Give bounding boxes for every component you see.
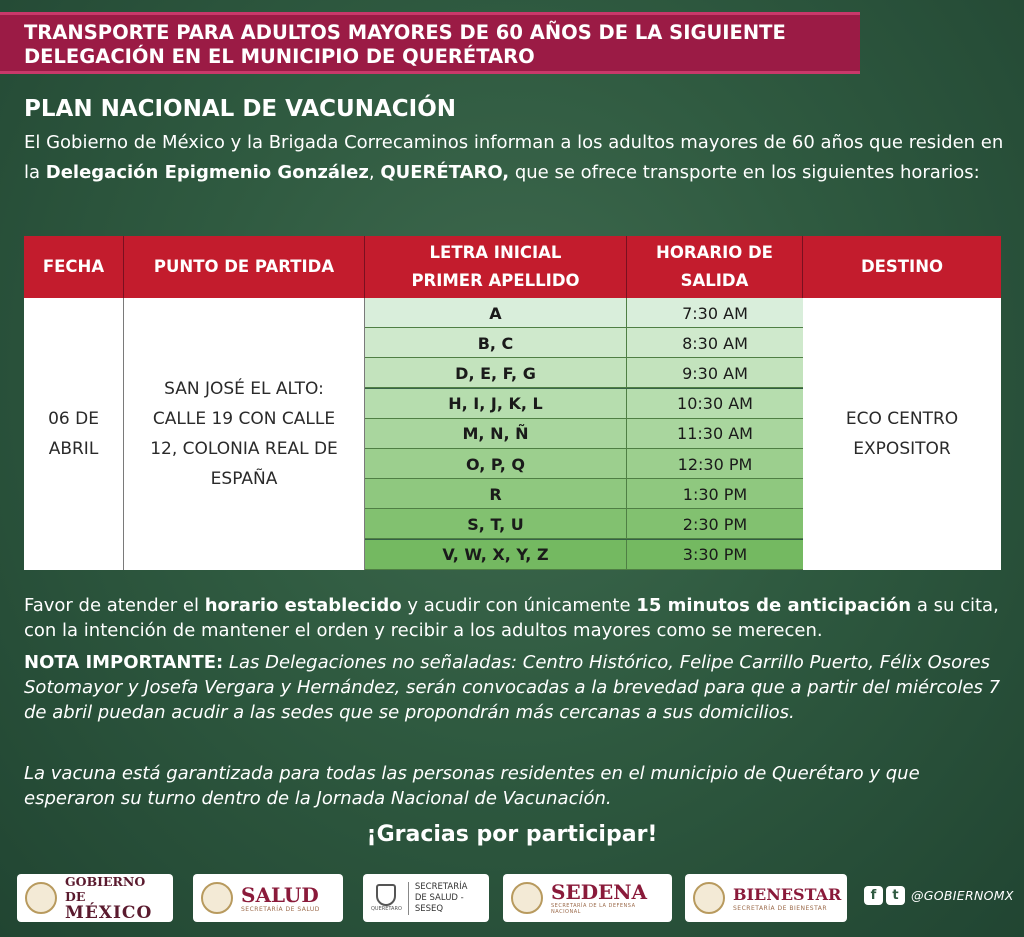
header-letra-line-2: PRIMER APELLIDO [411,271,580,290]
row-time: 8:30 AM [682,333,748,353]
fecha-line-1: 06 DE [48,409,99,429]
queretaro-shield-icon [376,884,396,906]
header-horario-line-1: HORARIO DE [656,243,773,262]
nota-label: NOTA IMPORTANTE: [24,652,224,673]
row-letters: M, N, Ñ [365,419,627,449]
row-letters: D, E, F, G [365,358,627,388]
logo-seseq-line-2: DE SALUD - SESEQ [414,892,464,914]
schedule-row [365,449,803,479]
schedule-row [365,358,803,388]
schedule-row [365,389,803,419]
social-links [864,886,1014,905]
row-time: 12:30 PM [677,454,753,474]
partida-line-1: SAN JOSÉ EL ALTO: [164,379,324,399]
row-letters: B, C [365,328,627,358]
destino-cell [803,298,1001,570]
row-letters: S, T, U [365,509,627,539]
social-handle[interactable]: @GOBIERNOMX [911,888,1014,903]
header-destino [803,236,1001,298]
eagle-seal-icon [511,882,543,914]
partida-line-4: ESPAÑA [210,469,278,489]
row-letters: A [365,298,627,328]
punto-partida-cell [124,298,365,570]
logo-qro-small: QUERÉTARO [371,906,402,912]
notice-text-2: y acudir con únicamente [401,595,637,616]
header-banner [0,12,860,74]
logo-salud-sub: SECRETARÍA DE SALUD [241,905,320,913]
banner-line-1: TRANSPORTE PARA ADULTOS MAYORES DE 60 AÑOS DE LA SIGUIENTE [24,21,786,44]
header-horario-line-2: SALIDA [680,271,749,290]
partida-line-3: 12, COLONIA REAL DE [150,439,338,459]
logo-salud-name: SALUD [241,882,319,907]
logo-bienestar-sub: SECRETARÍA DE BIENESTAR [733,904,828,912]
logo-sedena-name: SEDENA [551,880,648,904]
nota-text: Las Delegaciones no señaladas: Centro Histórico, Felipe Carrillo Puerto, Félix Osores Sotomayor y Josefa Vergara y Hernández, serán convocadas a la brevedad para que a partir del miércoles 7 de abril puedan acudir a las sedes que se propondrán más cercanas a sus domicilios. [24,652,1001,723]
logo-gobierno-mexico [17,874,173,922]
notice-text-1: Favor de atender el [24,595,205,616]
notice-horario: horario establecido [204,595,402,616]
row-time: 2:30 PM [682,514,748,534]
schedule-row [365,540,803,570]
eagle-seal-icon [201,882,233,914]
banner-line-2: DELEGACIÓN EN EL MUNICIPIO DE QUERÉTARO [24,45,535,68]
twitter-icon[interactable]: t [886,886,905,905]
eagle-seal-icon [25,882,57,914]
destino-line-2: EXPOSITOR [853,439,951,459]
row-time: 1:30 PM [682,484,748,504]
intro-text-3: que se ofrece transporte en los siguientes horarios: [509,162,980,183]
logo-sedena-sub: SECRETARÍA DE LA DEFENSA NACIONAL [551,903,636,915]
intro-paragraph [24,128,1009,188]
row-letters: R [365,479,627,509]
row-letters: H, I, J, K, L [365,389,627,419]
schedule-row [365,328,803,358]
header-destino-label: DESTINO [860,257,944,276]
header-fecha [24,236,124,298]
header-partida-label: PUNTO DE PARTIDA [153,257,335,276]
schedule-row [365,479,803,509]
logo-bienestar-name: BIENESTAR [733,884,842,904]
schedule-table [24,236,1001,570]
logo-gobierno-line-1: GOBIERNO DE [65,873,146,904]
logo-seseq-line-1: SECRETARÍA [414,881,468,892]
notice-paragraph [24,593,1009,643]
guarantee-paragraph: La vacuna está garantizada para todas las personas residentes en el municipio de Querétaro y que esperaron su turno dentro de la Jornada Nacional de Vacunación. [24,763,920,809]
row-time: 7:30 AM [682,303,748,323]
row-time: 10:30 AM [677,394,753,414]
intro-city: QUERÉTARO, [380,162,510,183]
logo-bienestar [685,874,847,922]
header-fecha-label: FECHA [42,257,105,276]
schedule-row [365,509,803,539]
header-punto-partida [124,236,365,298]
eagle-seal-icon [693,882,725,914]
logo-gobierno-line-2: MÉXICO [65,902,153,923]
schedule-row [365,419,803,449]
row-letters: O, P, Q [365,449,627,479]
intro-text-2: , [368,162,381,183]
destino-line-1: ECO CENTRO [845,409,959,429]
plan-title: PLAN NACIONAL DE VACUNACIÓN [24,96,457,122]
row-time: 9:30 AM [682,363,748,383]
logo-seseq [363,874,489,922]
nota-importante [24,650,1009,725]
fecha-cell [24,298,124,570]
logo-sedena [503,874,672,922]
notice-text-3: a su cita, con la intención de mantener el orden y recibir a los adultos mayores como se merecen. [24,595,999,641]
row-letters: V, W, X, Y, Z [365,540,627,570]
header-letra-inicial [365,236,627,298]
header-horario [627,236,803,298]
logo-salud [193,874,343,922]
notice-anticipacion: 15 minutos de anticipación [636,595,912,616]
facebook-icon[interactable]: f [864,886,883,905]
schedule-row [365,298,803,328]
intro-delegacion: Delegación Epigmenio González [45,162,369,183]
header-letra-line-1: LETRA INICIAL [429,243,562,262]
row-time: 11:30 AM [677,424,753,444]
thanks-message: ¡Gracias por participar! [366,822,658,847]
intro-text-1: El Gobierno de México y la Brigada Correcaminos informan a los adultos mayores de 60 años que residen en la [24,132,1004,183]
row-time: 3:30 PM [682,545,748,565]
fecha-line-2: ABRIL [48,439,99,459]
partida-line-2: CALLE 19 CON CALLE [152,409,336,429]
